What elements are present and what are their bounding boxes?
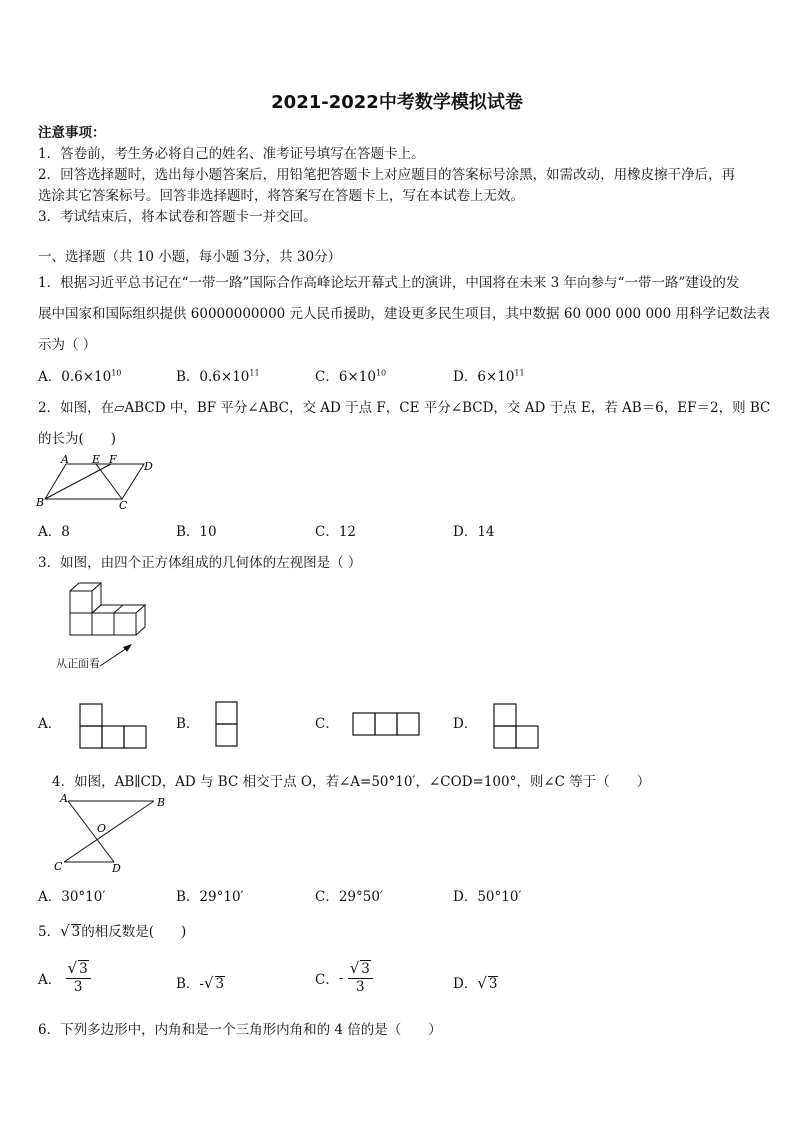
- question-3-option-b-figure[interactable]: [214, 700, 240, 748]
- question-2-option-b[interactable]: B．10: [176, 524, 217, 540]
- question-2-option-d[interactable]: D．14: [453, 524, 495, 540]
- question-5-option-a[interactable]: A． $\frac{√ 3}{3}$: [38, 960, 91, 996]
- question-5-text: 5．√ 3的相反数是( ): [38, 922, 187, 940]
- question-1-option-a[interactable]: A．$0.6\times 10^{10}$: [38, 368, 122, 385]
- question-2-option-c[interactable]: C．12: [315, 524, 357, 540]
- view-arrow-icon: [96, 640, 136, 670]
- notice-item: 3．考试结束后，将本试卷和答题卡一并交回。: [38, 209, 317, 225]
- question-4-option-d[interactable]: D．50°10′: [453, 889, 522, 905]
- fraction: $\frac{√ 3}{3}$: [66, 960, 91, 996]
- question-3-option-c-label[interactable]: C．: [315, 716, 339, 732]
- notice-item: 2．回答选择题时，选出每小题答案后，用铅笔把答题卡上对应题目的答案标号涂黑，如需改动，用橡皮擦干净后，再: [38, 167, 736, 183]
- label-c: C: [119, 499, 128, 512]
- label-c: C: [54, 860, 63, 873]
- question-1-option-d[interactable]: D．$6\times 10^{11}$: [453, 368, 525, 385]
- label-a: A: [61, 454, 69, 466]
- label-f: F: [109, 454, 117, 466]
- label-d: D: [112, 862, 121, 875]
- notice-item: 选涂其它答案标号。回答非选择题时，将答案写在答题卡上，写在本试卷上无效。: [38, 188, 524, 204]
- question-3-option-a-figure[interactable]: [78, 702, 150, 750]
- sqrt-icon: √: [477, 974, 487, 992]
- fraction: $\frac{√ 3}{3}$: [348, 960, 373, 996]
- question-1-text: 1．根据习近平总书记在“一带一路”国际合作高峰论坛开幕式上的演讲，中国将在未来 3 年向参与“一带一路”建设的发: [38, 275, 740, 291]
- label-e: E: [92, 454, 101, 466]
- question-1-option-b[interactable]: B．$0.6\times 10^{11}$: [176, 368, 260, 385]
- sqrt-icon: √: [60, 922, 70, 940]
- section-heading: 一、选择题（共 10 小题，每小题 3分，共 30分）: [38, 249, 342, 265]
- question-6-text: 6．下列多边形中，内角和是一个三角形内角和的 4 倍的是（ ）: [38, 1022, 442, 1038]
- question-2-option-a[interactable]: A．8: [38, 524, 70, 540]
- label-d: D: [144, 460, 153, 473]
- question-4-option-a[interactable]: A．30°10′: [38, 889, 106, 905]
- question-3-text: 3．如图，由四个正方体组成的几何体的左视图是（ ）: [38, 555, 362, 571]
- question-3-option-d-label[interactable]: D．: [453, 716, 478, 732]
- figure-caption: 从正面看: [56, 657, 100, 670]
- question-4-option-b[interactable]: B．29°10′: [176, 889, 244, 905]
- question-4-option-c[interactable]: C．29°50′: [315, 889, 384, 905]
- label-b: B: [157, 796, 166, 809]
- question-3-option-a-label[interactable]: A．: [38, 716, 62, 732]
- question-1-option-c[interactable]: C．$6\times 10^{10}$: [315, 368, 387, 385]
- sqrt-icon: √: [349, 959, 360, 977]
- label-b: B: [36, 496, 45, 509]
- question-5-option-c[interactable]: C．- $\frac{√ 3}{3}$: [315, 960, 373, 996]
- label-o: O: [97, 822, 107, 835]
- question-2-text: 2．如图，在▱ABCD 中，BF 平分∠ABC，交 AD 于点 F，CE 平分∠BCD，交 AD 于点 E，若 AB＝6，EF＝2，则 BC: [38, 400, 771, 416]
- notice-heading: 注意事项：: [38, 125, 106, 141]
- page-title: 2021-2022中考数学模拟试卷: [271, 92, 523, 113]
- question-1-text: 展中国家和国际组织提供 60000000000 元人民币援助，建设更多民生项目，其中数据 60 000 000 000 用科学记数法表: [38, 306, 770, 322]
- label-a: A: [60, 792, 68, 805]
- cube-solid-figure: [50, 578, 160, 642]
- question-1-text: 示为（ ）: [38, 337, 97, 353]
- question-4-text: 4．如图，AB∥CD，AD 与 BC 相交于点 O，若∠A=50°10′，∠COD=100°，则∠C 等于（ ）: [52, 774, 651, 790]
- sqrt-icon: √: [67, 959, 78, 977]
- question-5-option-b[interactable]: B．-√ 3: [176, 974, 225, 992]
- question-3-option-d-figure[interactable]: [492, 702, 542, 750]
- sqrt-icon: √: [203, 974, 214, 992]
- intersecting-lines-figure: [50, 790, 172, 876]
- question-5-option-d[interactable]: D．√ 3: [453, 974, 498, 992]
- parallelogram-figure: [36, 454, 161, 512]
- notice-item: 1．答卷前，考生务必将自己的姓名、准考证号填写在答题卡上。: [38, 146, 425, 162]
- question-3-option-c-figure[interactable]: [351, 711, 423, 738]
- question-3-option-b-label[interactable]: B．: [176, 716, 200, 732]
- question-2-text: 的长为( ): [38, 431, 117, 447]
